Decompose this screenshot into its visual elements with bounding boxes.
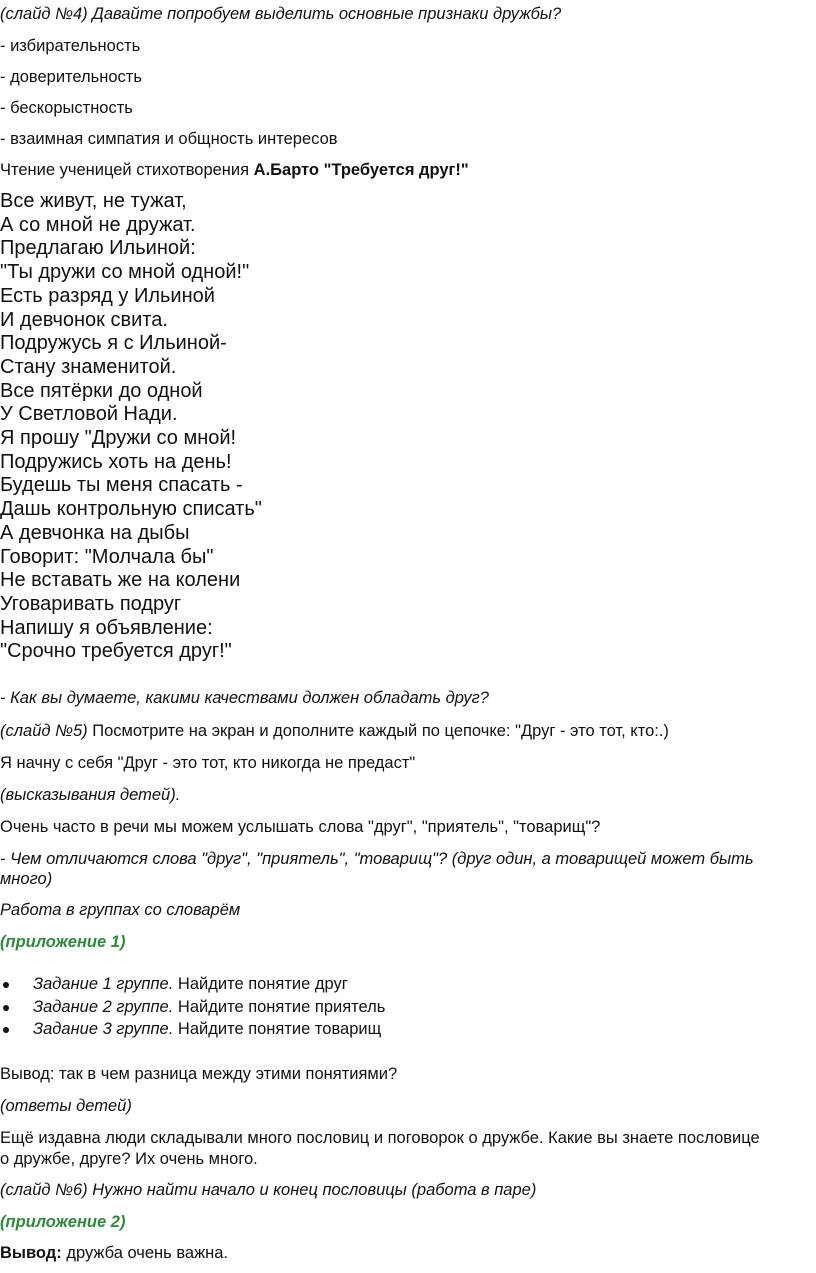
trait-item: - взаимная симпатия и общность интересов bbox=[0, 130, 338, 148]
poem-line: Не вставать же на колени bbox=[0, 569, 241, 592]
task-text: Найдите понятие друг bbox=[173, 975, 348, 993]
qualities-question: - Как вы думаете, какими качествами должен обладать друг? bbox=[0, 689, 489, 707]
bullet-icon bbox=[3, 1027, 9, 1033]
poem-line: Все пятёрки до одной bbox=[0, 379, 203, 402]
final-label: Вывод: bbox=[0, 1244, 62, 1262]
poem-line: Уговаривать подруг bbox=[0, 592, 182, 615]
reading-prefix: Чтение ученицей стихотворения bbox=[0, 161, 254, 179]
poem-title: А.Барто "Требуется друг!" bbox=[253, 161, 469, 179]
start-line: Я начну с себя "Друг - это тот, кто никогда не предаст" bbox=[0, 754, 416, 772]
task-label: Задание 3 группе. bbox=[33, 1020, 174, 1038]
poem-line: Стану знаменитой. bbox=[0, 355, 177, 378]
poem-line: Дашь контрольную списать" bbox=[0, 498, 262, 521]
poem-line: А со мной не дружат. bbox=[0, 213, 196, 236]
poem-line: И девчонок свита. bbox=[0, 308, 168, 331]
final-text: дружба очень важна. bbox=[61, 1244, 229, 1262]
poem-line: Я прошу "Дружи со мной! bbox=[0, 427, 237, 450]
slide6-line: (слайд №6) Нужно найти начало и конец пословицы (работа в паре) bbox=[0, 1181, 537, 1199]
task-text: Найдите понятие товарищ bbox=[173, 1020, 382, 1038]
poem-line: Говорит: "Молчала бы" bbox=[0, 545, 214, 568]
proverbs-line-2: о дружбе, друге? Их очень много. bbox=[0, 1150, 258, 1168]
slide4-question: (слайд №4) Давайте попробуем выделить основные признаки дружбы? bbox=[0, 5, 562, 23]
trait-item: - доверительность bbox=[0, 68, 142, 86]
poem bbox=[0, 190, 262, 664]
groups-heading: Работа в группах со словарём bbox=[0, 901, 241, 919]
poem-line: "Срочно требуется друг!" bbox=[0, 640, 232, 663]
children-statements: (высказывания детей). bbox=[0, 786, 181, 804]
slide5-line bbox=[0, 721, 669, 741]
poem-line: Все живут, не тужат, bbox=[0, 190, 187, 212]
proverbs-line-1: Ещё издавна люди складывали много пословиц и поговорок о дружбе. Какие вы знаете пословице bbox=[0, 1129, 760, 1147]
poem-line: Подружись хоть на день! bbox=[0, 450, 232, 473]
poem-line: "Ты дружи со мной одной!" bbox=[0, 261, 250, 284]
conclusion-question: Вывод: так в чем разница между этими понятиями? bbox=[0, 1065, 398, 1083]
task-list bbox=[0, 973, 385, 1041]
trait-item: - бескорыстность bbox=[0, 99, 133, 117]
slide5-text: Посмотрите на экран и дополните каждый по цепочке: "Друг - это тот, кто:.) bbox=[87, 722, 669, 740]
poem-line: Подружусь я с Ильиной- bbox=[0, 332, 227, 355]
poem-line: У Светловой Нади. bbox=[0, 403, 178, 426]
list-item bbox=[0, 1018, 385, 1041]
final-conclusion bbox=[0, 1243, 228, 1263]
poem-line: Напишу я объявление: bbox=[0, 616, 213, 639]
bullet-icon bbox=[3, 1005, 9, 1011]
slide5-label: (слайд №5) bbox=[0, 722, 88, 740]
poem-line: Есть разряд у Ильиной bbox=[0, 284, 215, 307]
poem-line: Предлагаю Ильиной: bbox=[0, 237, 196, 260]
task-text: Найдите понятие приятель bbox=[173, 997, 386, 1016]
list-item bbox=[0, 973, 385, 996]
poem-line: А девчонка на дыбы bbox=[0, 521, 190, 544]
task-label: Задание 2 группе. bbox=[33, 997, 174, 1016]
appendix-2: (приложение 2) bbox=[0, 1213, 126, 1231]
children-answers: (ответы детей) bbox=[0, 1097, 132, 1115]
difference-question-2: много) bbox=[0, 870, 53, 888]
poem-line: Будешь ты меня спасать - bbox=[0, 474, 243, 497]
trait-item: - избирательность bbox=[0, 37, 141, 55]
list-item bbox=[0, 996, 385, 1019]
appendix-1: (приложение 1) bbox=[0, 933, 126, 951]
difference-question-1: - Чем отличаются слова "друг", "приятель", "товарищ"? (друг один, а товарищей может быть bbox=[0, 850, 754, 868]
words-line: Очень часто в речи мы можем услышать слова "друг", "приятель", "товарищ"? bbox=[0, 818, 601, 836]
bullet-icon bbox=[3, 982, 9, 988]
reading-line bbox=[0, 160, 469, 180]
task-label: Задание 1 группе. bbox=[33, 975, 174, 993]
